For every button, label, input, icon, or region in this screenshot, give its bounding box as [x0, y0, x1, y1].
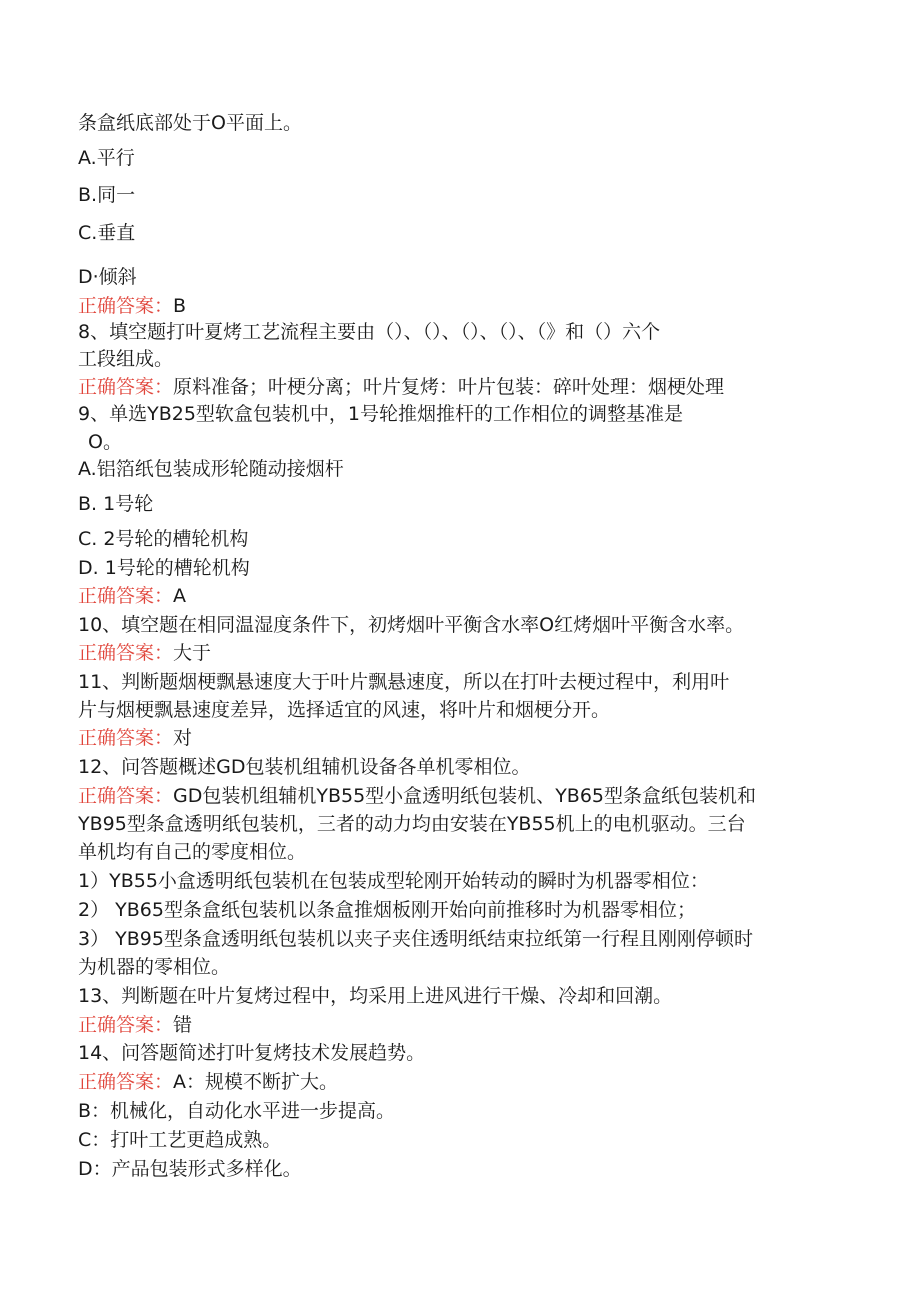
answer-item-c: C：打叶工艺更趋成熟。: [78, 1129, 282, 1151]
answer-line: [78, 374, 724, 400]
answer-text: 原料准备；叶梗分离；叶片复烤：叶片包装：碎叶处理：烟梗处理: [173, 376, 725, 398]
answer-text: A: [173, 585, 187, 607]
question-8: 8、填空题打叶夏烤工艺流程主要由（）、（）、（）、（）、（》和（）六个: [78, 321, 661, 343]
option-c: C.垂直: [78, 222, 136, 244]
answer-label: 正确答案：: [78, 1014, 174, 1036]
question-9-cont: O。: [88, 431, 122, 453]
answer-text: B: [173, 295, 187, 317]
answer-line: [78, 783, 756, 809]
answer-text: 大于: [173, 642, 212, 664]
question-stem: 条盒纸底部处于O平面上。: [78, 112, 302, 134]
answer-item-d: D：产品包装形式多样化。: [78, 1158, 302, 1180]
answer-line: [78, 725, 192, 751]
answer-item-b: B：机械化，自动化水平进一步提高。: [78, 1100, 396, 1122]
answer-text: 错: [173, 1014, 193, 1036]
question-9: 9、单选YB25型软盒包装机中，1号轮推烟推杆的工作相位的调整基准是: [78, 403, 683, 425]
answer-text: GD包装机组辅机YB55型小盒透明纸包装机、YB65型条盒纸包装机和: [173, 785, 757, 807]
answer-label: 正确答案：: [78, 642, 174, 664]
question-11: 11、判断题烟梗飘悬速度大于叶片飘悬速度，所以在打叶去梗过程中，利用叶: [78, 671, 730, 693]
answer-label: 正确答案：: [78, 1071, 174, 1093]
answer-text: 对: [173, 727, 193, 749]
answer-line: [78, 1012, 192, 1038]
answer-label: 正确答案：: [78, 727, 174, 749]
answer-cont: YB95型条盒透明纸包装机，三者的动力均由安装在YB55机上的电机驱动。三台: [78, 813, 746, 835]
option-d: D·倾斜: [78, 266, 137, 288]
option-b: B.同一: [78, 184, 136, 206]
option-a: A.铝箔纸包装成形轮随动接烟杆: [78, 458, 344, 480]
option-c: C. 2号轮的槽轮机构: [78, 528, 249, 550]
answer-line: [78, 1069, 338, 1095]
answer-label: 正确答案：: [78, 295, 174, 317]
question-11-cont: 片与烟梗飘悬速度差异，选择适宜的风速，将叶片和烟梗分开。: [78, 699, 611, 721]
question-13: 13、判断题在叶片复烤过程中，均采用上进风进行干燥、冷却和回潮。: [78, 985, 673, 1007]
answer-line: [78, 583, 186, 609]
question-10: 10、填空题在相同温湿度条件下，初烤烟叶平衡含水率O红烤烟叶平衡含水率。: [78, 614, 745, 636]
question-8-cont: 工段组成。: [78, 348, 174, 370]
question-14: 14、问答题简述打叶复烤技术发展趋势。: [78, 1042, 426, 1064]
option-a: A.平行: [78, 147, 135, 169]
answer-cont: 单机均有自己的零度相位。: [78, 841, 307, 863]
answer-label: 正确答案：: [78, 785, 174, 807]
option-d: D. 1号轮的槽轮机构: [78, 557, 250, 579]
answer-item-3: 3） YB95型条盒透明纸包装机以夹子夹住透明纸结束拉纸第一行程且刚刚停顿时: [78, 928, 753, 950]
answer-line: [78, 293, 186, 319]
option-b: B. 1号轮: [78, 493, 154, 515]
question-12: 12、问答题概述GD包装机组辅机设备各单机零相位。: [78, 756, 531, 778]
answer-label: 正确答案：: [78, 585, 174, 607]
answer-item-2: 2） YB65型条盒纸包装机以条盒推烟板刚开始向前推移时为机器零相位；: [78, 899, 696, 921]
answer-item-3-cont: 为机器的零相位。: [78, 956, 231, 978]
answer-item-1: 1）YB55小盒透明纸包装机在包装成型轮刚开始转动的瞬时为机器零相位：: [78, 870, 709, 892]
answer-text: A：规模不断扩大。: [173, 1071, 339, 1093]
answer-line: [78, 640, 211, 666]
answer-label: 正确答案：: [78, 376, 174, 398]
